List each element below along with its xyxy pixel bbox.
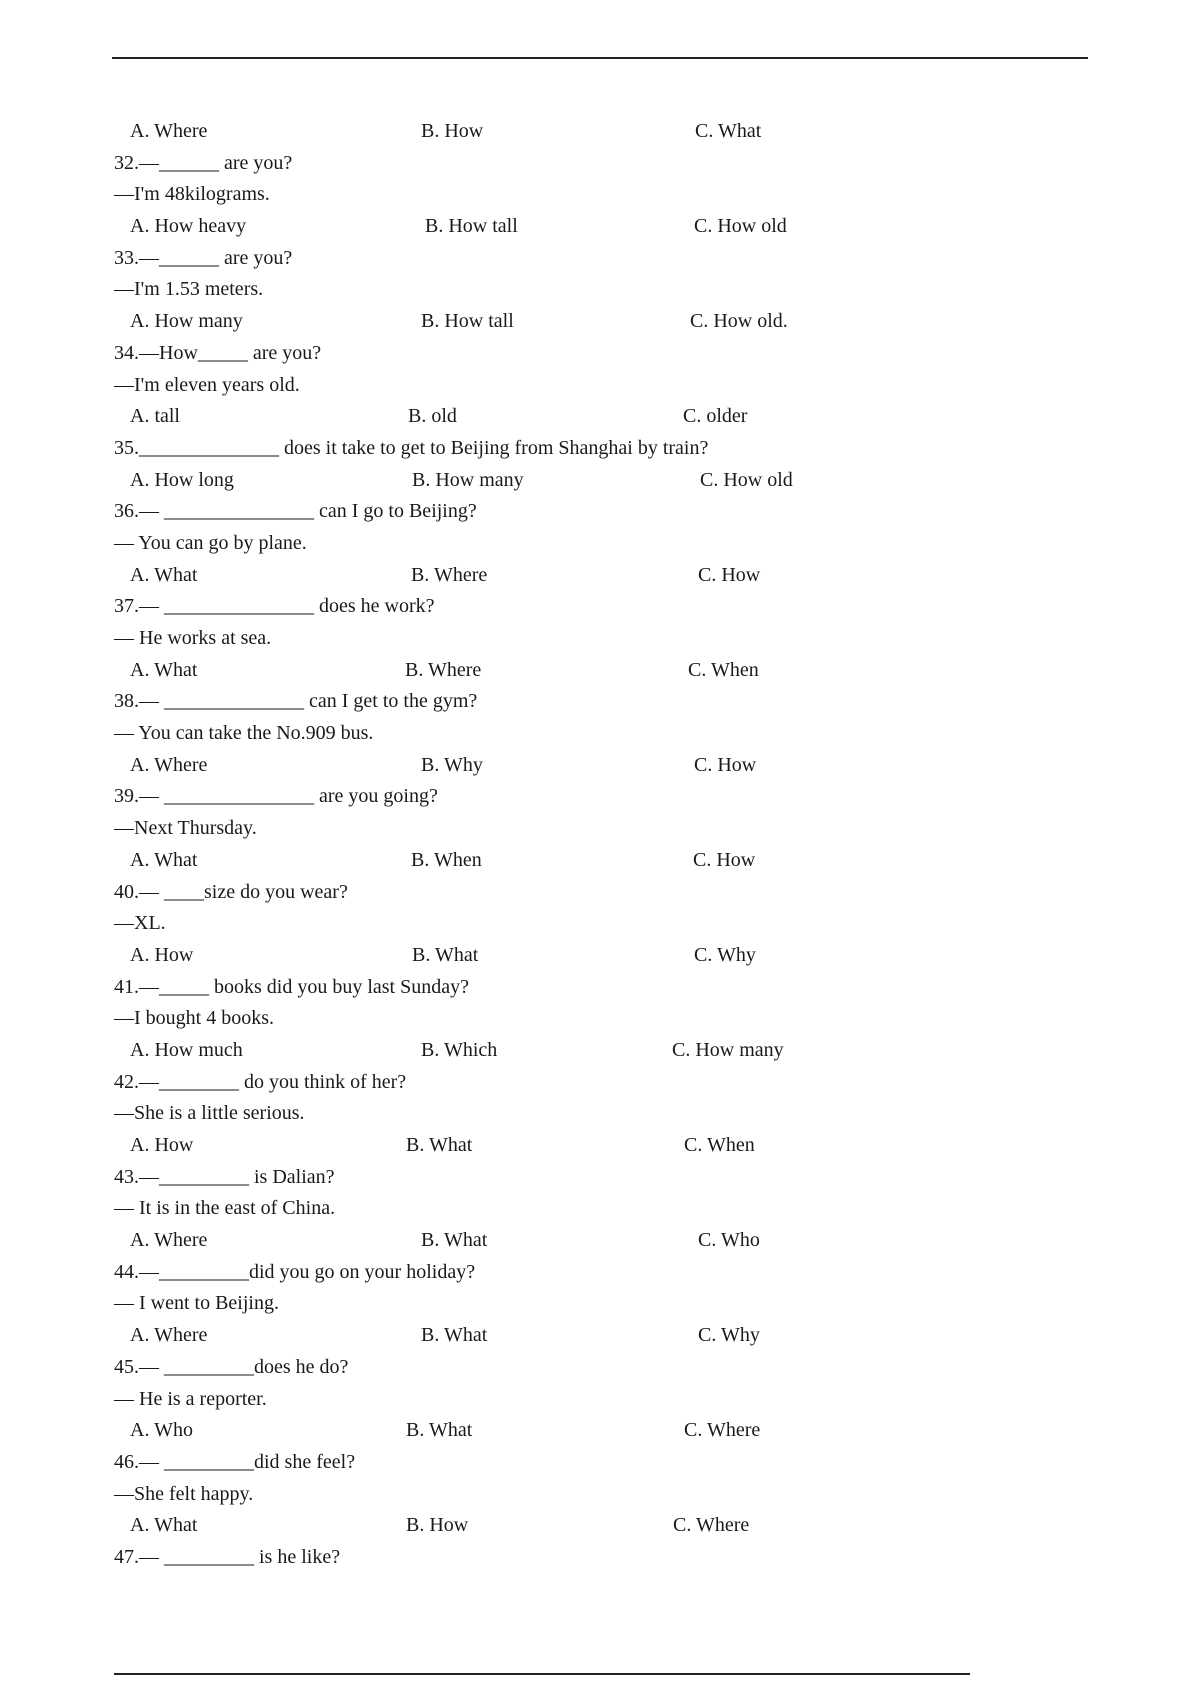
header-rule [112,57,1088,59]
option-b: B. How tall [421,310,514,333]
option-b: B. How tall [425,215,518,238]
answer-36: — You can go by plane. [114,531,307,554]
footer-rule [114,1673,970,1675]
option-b: B. What [421,1324,488,1347]
question-44: 44.—_________did you go on your holiday? [114,1260,476,1283]
answer-40: —XL. [114,912,166,935]
question-33: 33.—______ are you? [114,246,293,269]
answer-38: — You can take the No.909 bus. [114,722,374,745]
option-a: A. Where [130,753,208,776]
options-row [114,465,1074,497]
question-34: 34.—How_____ are you? [114,341,322,364]
answer-34: —I'm eleven years old. [114,373,300,396]
question-39: 39.— _______________ are you going? [114,785,438,808]
option-a: A. How heavy [130,215,247,238]
option-b: B. Which [421,1038,498,1061]
options-row [114,1510,1074,1542]
option-b: B. What [412,943,479,966]
option-c: C. Who [698,1229,760,1252]
option-a: A. Who [130,1419,193,1442]
options-row [114,845,1074,877]
option-c: C. How old [694,215,787,238]
option-a: A. How much [130,1038,243,1061]
options-row [114,1320,1074,1352]
question-38: 38.— ______________ can I get to the gym? [114,690,478,713]
answer-33: —I'm 1.53 meters. [114,278,264,301]
question-40: 40.— ____size do you wear? [114,880,348,903]
options-row [114,1225,1074,1257]
answer-44: — I went to Beijing. [114,1292,279,1315]
option-c: C. When [684,1134,755,1156]
option-c: C. When [688,658,759,681]
option-a: A. What [130,848,198,871]
option-c: C. How [693,848,756,871]
option-c: C. How old. [690,310,788,333]
options-row [114,1130,1074,1162]
options-row [114,1415,1074,1447]
question-36: 36.— _______________ can I go to Beijing? [114,500,477,523]
options-row [114,750,1074,782]
question-42: 42.—________ do you think of her? [114,1070,407,1093]
question-32: 32.—______ are you? [114,151,293,174]
option-a: A. How [130,943,194,966]
option-b: B. Where [405,658,482,681]
answer-32: —I'm 48kilograms. [114,183,270,206]
option-b: B. How [406,1514,469,1537]
option-c: C. Why [698,1324,760,1347]
option-b: B. Where [411,563,488,586]
answer-37: — He works at sea. [114,627,272,649]
options-row [114,940,1074,972]
option-a: A. Where [130,1229,208,1252]
option-c: C. What [695,120,762,142]
option-a: A. Where [130,1324,208,1347]
question-35: 35.______________ does it take to get to Beijing from Shanghai by train? [114,436,709,459]
options-row [114,401,1074,433]
answer-43: — It is in the east of China. [114,1197,336,1220]
question-43: 43.—_________ is Dalian? [114,1165,335,1188]
option-c: C. Why [694,943,756,966]
option-a: A. How [130,1134,194,1156]
option-c: C. How [698,563,761,586]
option-c: C. How many [672,1038,784,1061]
option-b: B. What [421,1229,488,1252]
answer-46: —She felt happy. [114,1482,254,1505]
option-a: A. Where [130,120,208,142]
option-a: A. tall [130,405,180,428]
option-b: B. What [406,1419,473,1442]
option-c: C. older [683,405,748,428]
answer-41: —I bought 4 books. [114,1007,274,1030]
question-37: 37.— _______________ does he work? [114,595,435,618]
option-a: A. What [130,658,198,681]
options-row [114,560,1074,592]
question-46: 46.— _________did she feel? [114,1450,356,1473]
question-list [114,116,1074,1574]
option-a: A. What [130,563,198,586]
answer-45: — He is a reporter. [114,1387,267,1410]
options-row [114,116,1074,148]
option-a: A. How long [130,468,234,491]
option-b: B. How [421,120,484,142]
option-a: A. What [130,1514,198,1537]
answer-42: —She is a little serious. [114,1102,305,1125]
question-47: 47.— _________ is he like? [114,1545,341,1568]
option-b: B. old [408,405,457,428]
option-c: C. Where [684,1419,761,1442]
options-row [114,1035,1074,1067]
options-row [114,655,1074,687]
option-c: C. How old [700,468,793,491]
answer-39: —Next Thursday. [114,817,257,840]
option-c: C. How [694,753,757,776]
option-a: A. How many [130,310,243,333]
question-41: 41.—_____ books did you buy last Sunday? [114,975,469,998]
option-b: B. How many [412,468,524,491]
option-b: B. Why [421,753,483,776]
options-row [114,306,1074,338]
options-row [114,211,1074,243]
question-45: 45.— _________does he do? [114,1355,349,1378]
option-b: B. When [411,848,482,871]
option-b: B. What [406,1134,473,1156]
option-c: C. Where [673,1514,750,1537]
